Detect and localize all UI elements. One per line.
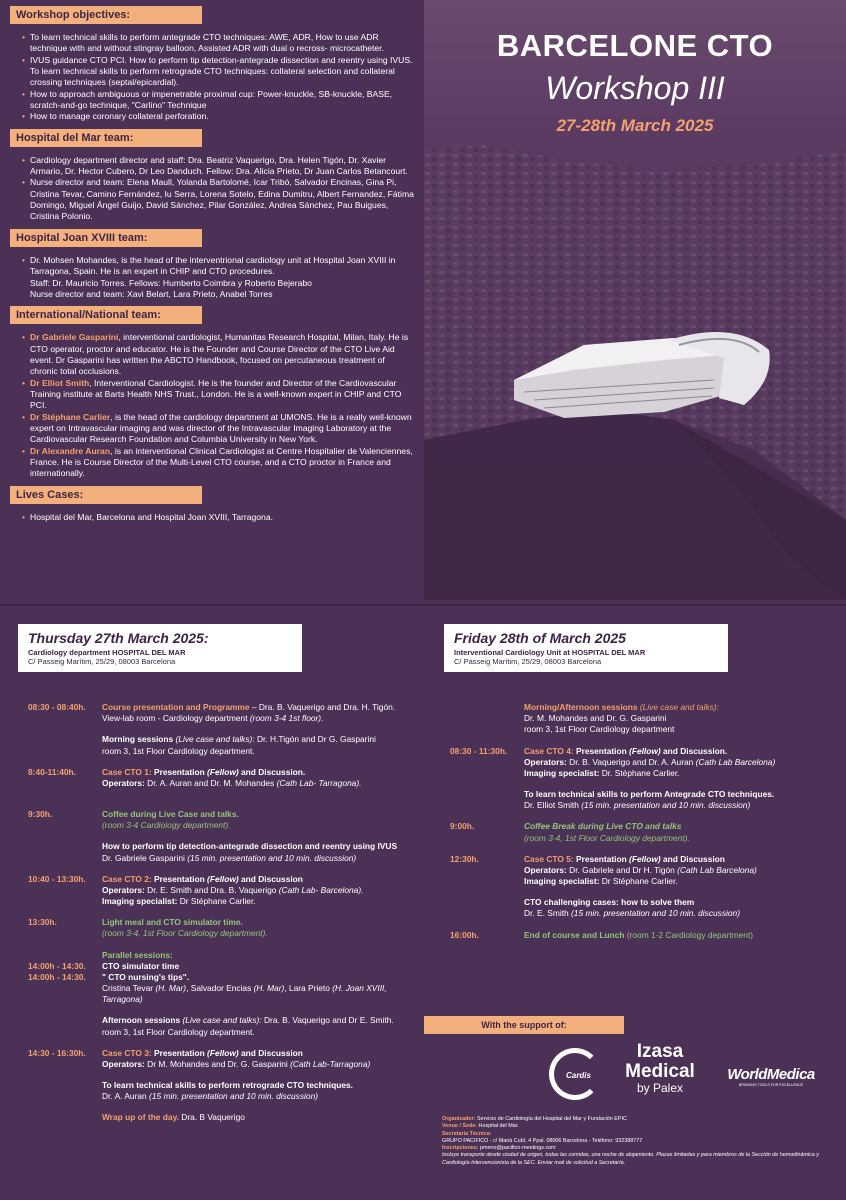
event-dates: 27-28th March 2025: [556, 116, 714, 135]
lives-list: [22, 512, 414, 523]
objectives-heading: Workshop objectives:: [10, 6, 202, 24]
izasa-logo: Izasa Medical by Palex: [625, 1041, 695, 1095]
list-item: 16:00h. End of course and Lunch (room 1-2 Cardiology department): [450, 929, 753, 940]
objectives-list: [22, 32, 414, 123]
day2-place: Interventional Cardiology Unit at HOSPITAL DEL MAR: [454, 648, 646, 657]
day1-programme: [28, 702, 408, 1124]
list-item: 08:30 - 11:30h. Case CTO 4: Presentation (Fellow) and Discussion. Operators: Dr. B. Vaquerigo and Dr. A. Auran (Cath Lab Barcelona) Imaging specialist: Dr. Stéphane Carlier.: [450, 745, 776, 778]
cardis-logo: Cardis: [549, 1048, 601, 1100]
section-divider: [0, 604, 846, 606]
hospital-joan-list: [22, 255, 414, 300]
list-item: • Cardiology department director and staff: Dra. Beatriz Vaquerigo, Dra. Helen Tigón, Dr. Xavier Armario, Dr. Hector Cubero, Dr Leo Danduch. Fellow: Dra. Alicia Prieto, Dr Juan Carlos Betancourt.: [22, 155, 414, 178]
list-item: Wrap up of the day. Dra. B Vaquerigo: [102, 1112, 245, 1123]
list-item: • Dr Elliot Smith, Interventional Cardiologist. He is the founder and Director of the Cardiovascular Training institute at Barts Health NHS Trust., London. He is a well-known expert in CHIP and CTO PCI.: [22, 378, 414, 412]
day2-address: C/ Passeig Marítim, 25/29, 08003 Barcelona: [454, 657, 602, 666]
list-item: • Nurse director and team: Elena Maull, Yolanda Bartolomé, Icar Tribó, Salvador Encinas, Gina Pi, Cristina Tevar, Camino Fernández, Iu Serra, Lorena Sotelo, Edina Dumitru, Albert Fernandez, Fátima Domingo, Miguel Ángel Guijo, David Sánchez, Pilar González, Andrea Sánchez, Pau Buigues, Cristina Polonio.: [22, 177, 414, 222]
list-item: Parallel sessions:: [102, 949, 173, 960]
list-item: • Dr Alexandre Auran, is an interventional Clinical Cardiologist at Centre Hospitalier de Valenciennes, France. He is Course Director of the Multi-Level CTO course, and a CTO proctor in France and internationally.: [22, 446, 414, 480]
day1-place: Cardiology department HOSPITAL DEL MAR: [28, 648, 186, 657]
list-item: Morning sessions (Live case and talks): Dr. H.Tigón and Dr G. Gasparini room 3, 1st Floor Cardiology department.: [102, 734, 376, 756]
list-item: 14:00h - 14:30. CTO simulator time: [28, 960, 180, 971]
international-list: [22, 332, 414, 479]
hospital-mar-list: [22, 155, 414, 223]
list-item: To learn technical skills to perform retrograde CTO techniques. Dr. A. Auran (15 min. presentation and 10 min. discussion): [102, 1080, 353, 1102]
event-title: BARCELONE CTO: [496, 28, 774, 63]
event-subtitle: Workshop III: [545, 70, 725, 106]
list-item: • How to manage coronary collateral perforation.: [22, 111, 414, 122]
list-item: • To learn technical skills to perform antegrade CTO techniques: AWE, ADR, How to use ADR technique with and without stingray balloon, Assisted ADR with dual o recross- microcatheter.: [22, 32, 414, 55]
hero-panel: [424, 0, 846, 600]
hospital-joan-heading: Hospital Joan XVIII team:: [10, 229, 202, 247]
list-item: • Hospital del Mar, Barcelona and Hospital Joan XVIII, Tarragona.: [22, 512, 414, 523]
list-item: 14:00h - 14:30. " CTO nursing's tips". Cristina Tevar (H. Mar), Salvador Encias (H. Mar), Lara Prieto (H. Joan XVIII, Tarragona): [28, 971, 387, 1005]
list-item: To learn technical skills to perform Antegrade CTO techniques. Dr. Elliot Smith (15 min. presentation and 10 min. discussion): [524, 789, 775, 811]
list-item: 8:40-11:40h. Case CTO 1: Presentation (Fellow) and Discussion. Operators: Dr. A. Auran and Dr. M. Mohandes (Cath Lab- Tarragona).: [28, 766, 362, 788]
worldmedica-logo: WorldMedica BRINGING TOOLS FOR EXCELLENCE: [727, 1066, 815, 1087]
list-item: 14:30 - 16:30h. Case CTO 3: Presentation (Fellow) and Discussion Operators: Dr M. Mohandes and Dr. G. Gasparini (Cath Lab-Tarragona): [28, 1047, 371, 1069]
lives-heading: Lives Cases:: [10, 486, 202, 504]
list-item: • IVUS guidance CTO PCI. How to perform tip detection-antegrade dissection and reentry using IVUS. To learn technical skills to perform retrograde CTO techniques: collateral selection and collateral crossing techniques (septal/epicardial).: [22, 55, 414, 89]
hospital-mar-heading: Hospital del Mar team:: [10, 129, 202, 147]
support-heading: With the support of:: [424, 1016, 624, 1034]
list-item: 10:40 - 13:30h. Case CTO 2: Presentation (Fellow) and Discussion Operators: Dr. E. Smith and Dra. B. Vaquerigo (Cath Lab- Barcelona). Imaging specialist: Dr Stéphane Carlier.: [28, 873, 364, 907]
list-item: Morning/Afternoon sessions (Live case and talks): Dr. M. Mohandes and Dr. G. Gasparini room 3, 1st Floor Cardiology department: [524, 702, 720, 735]
list-item: Afternoon sessions (Live case and talks): Dra. B. Vaquerigo and Dr E. Smith. room 3, 1st Floor Cardiology department.: [102, 1015, 394, 1037]
list-item: • Dr Gabriele Gasparini, interventional cardiologist, Humanitas Research Hospital, Milan, Italy. He is CTO operator, proctor and educator. He is the Founder and Course Director of the CTO Live Aid event. Dr Gasparini has written the ABCTO Handbook, focused on percutaneous treatment of chronic total occlusions.: [22, 332, 414, 377]
list-item: • How to approach ambiguous or impenetrable proximal cup: Power-knuckle, SB-knuckle, BASE, scratch-and-go technique, "Carlino" Technique: [22, 89, 414, 112]
list-item: CTO challenging cases: how to solve them Dr. E. Smith (15 min. presentation and 10 min. discussion): [524, 897, 741, 919]
info-column: [0, 0, 424, 604]
day1-header: [18, 624, 302, 672]
list-item: 9:30h. Coffee during Live Case and talks. (room 3-4 Cardiology department).: [28, 809, 239, 831]
list-item: • Dr Stéphane Carlier, is the head of the cardiology department at UMONS. He is a really well-known expert on Intravascular imaging and was director of the Intravascular Imaging Laboratory at the Cardiovascular Research Foundation and Columbia University in New York.: [22, 412, 414, 446]
list-item: How to perform tip detection-antegrade dissection and reentry using IVUS Dr. Gabriele Gasparini (15 min. presentation and 10 min. discussion): [102, 841, 398, 863]
day2-programme: [450, 702, 840, 941]
day1-address: C/ Passeig Marítim, 25/29, 08003 Barcelona: [28, 657, 176, 666]
list-item: • Dr. Mohsen Mohandes, is the head of the interventrional cardiology unit at Hospital Joan XVIII in Tarragona, Spain. He is an expert in CHIP and CTO procedures. Staff: Dr. Mauricio Torres. Fellows: Humberto Coimbra y Roberto Bejerabo Nurse director and team: Xavi Belart, Lara Prieto, Anabel Torres: [22, 255, 414, 300]
day1-date: Thursday 27th March 2025:: [28, 630, 209, 646]
list-item: 13:30h. Light meal and CTO simulator time. (room 3-4, 1st Floor Cardiology department).: [28, 917, 268, 939]
list-item: 08:30 - 08:40h. Course presentation and Programme – Dra. B. Vaquerigo and Dra. H. Tigón. View-lab room - Cardiology department (room 3-4 1st floor).: [28, 702, 396, 724]
international-heading: International/National team:: [10, 306, 202, 324]
day2-date: Friday 28th of March 2025: [454, 630, 626, 646]
list-item: 9:00h. Coffee Break during Live CTO and talks (room 3-4, 1st Floor Cardiology department).: [450, 821, 690, 843]
sponsor-logos: [545, 1042, 835, 1112]
day2-header: [444, 624, 728, 672]
footer-info: Organizador: Servicio de Cardiología del Hospital del Mar y Fundación EPIC Venue / Sede: Hospital del Mar. Secretaria Técnica: GRUPO PACIFICO - c/ Marià Cubí, 4 Ppal. 08006 Barcelona - Teléfono: 932388777 Inscripciones: pmeno@pacifico-meetings.com Incluye transporte desde ciudad de origen, todas las comidas, una noche de alojamiento. Plazas limitadas y para miembros de la Sección de hemodinámica y Cardiología Intervencionista de la SEC. Enviar mail de solicitud a Secretaría.: [442, 1116, 819, 1166]
list-item: 12:30h. Case CTO 5: Presentation (Fellow) and Discussion Operators: Dr. Gabriele and Dr H. Tigón (Cath Lab Barcelona) Imaging specialist: Dr Stéphane Carlier.: [450, 853, 757, 887]
